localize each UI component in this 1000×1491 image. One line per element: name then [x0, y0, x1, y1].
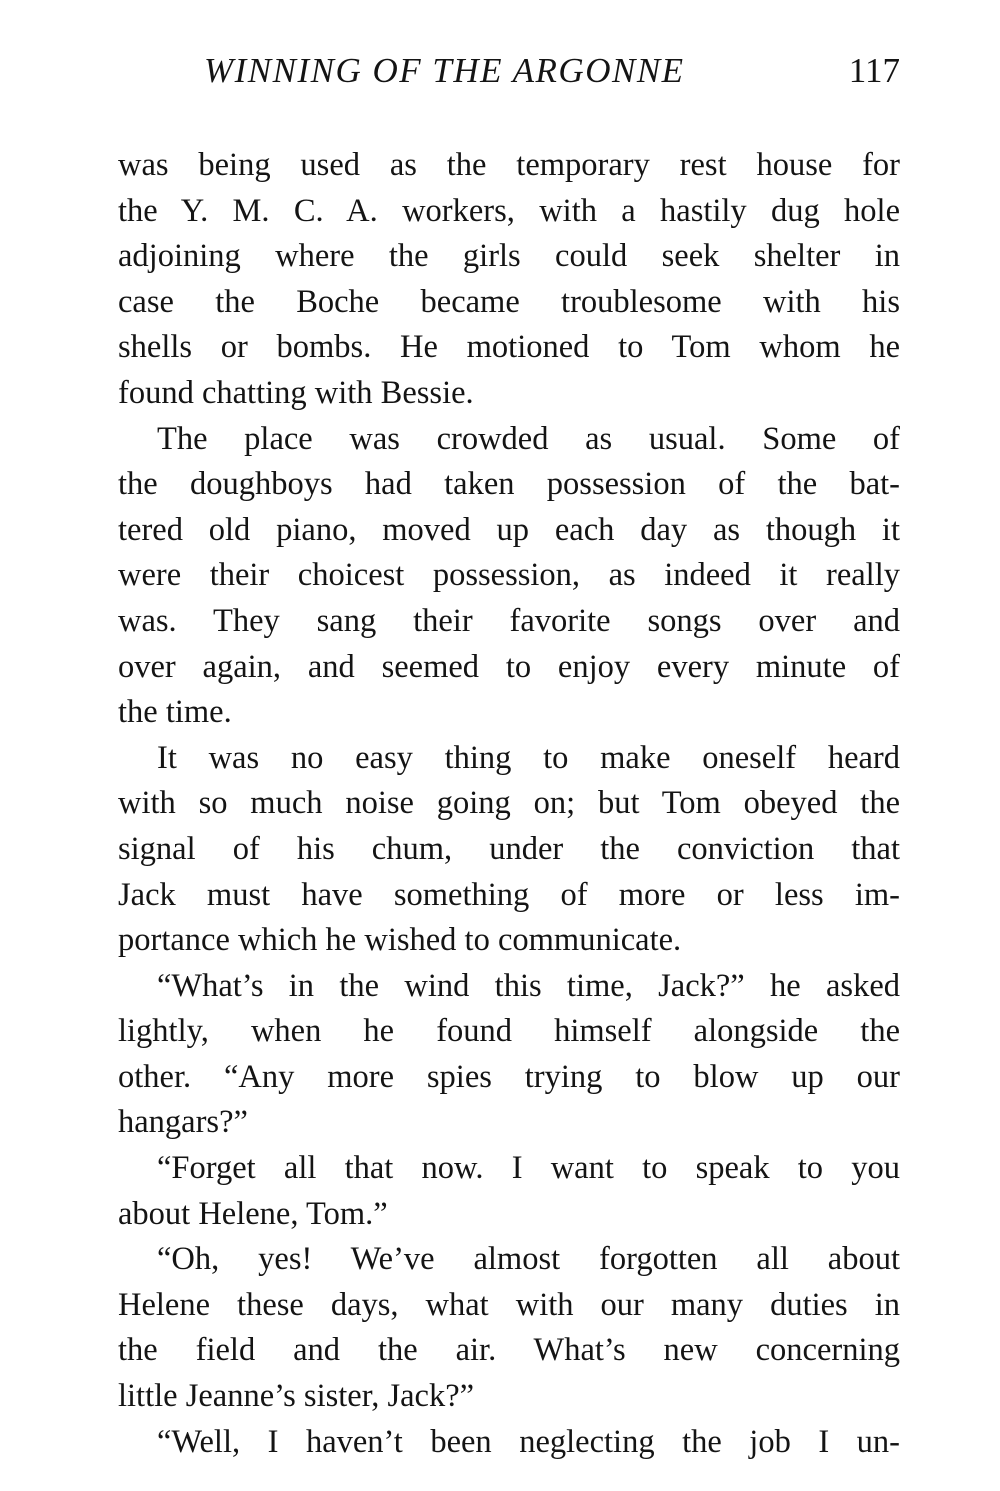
text-line: over again, and seemed to enjoy every minute of — [118, 648, 900, 685]
text-line: lightly, when he found himself alongside the — [118, 1013, 900, 1050]
running-head — [118, 46, 900, 96]
text-line: signal of his chum, under the conviction that — [118, 830, 900, 867]
text-line: “What’s in the wind this time, Jack?” he asked — [157, 967, 900, 1004]
text-line: “Well, I haven’t been neglecting the job I un- — [157, 1423, 900, 1460]
text-line: other. “Any more spies trying to blow up our — [118, 1058, 900, 1095]
text-line: with so much noise going on; but Tom obeyed the — [118, 785, 900, 822]
body-text — [118, 143, 900, 1465]
text-line: were their choicest possession, as indeed it really — [118, 557, 900, 594]
text-line: was. They sang their favorite songs over and — [118, 602, 900, 639]
text-line: the time. — [118, 694, 232, 731]
text-line: Jack must have something of more or less im- — [118, 876, 900, 913]
text-line: the doughboys had taken possession of the bat- — [118, 466, 900, 503]
text-line: The place was crowded as usual. Some of — [157, 420, 900, 457]
text-line: hangars?” — [118, 1104, 248, 1141]
text-line: “Oh, yes! We’ve almost forgotten all about — [157, 1241, 900, 1278]
page-number: 117 — [848, 51, 900, 90]
text-line: Helene these days, what with our many duties in — [118, 1286, 900, 1323]
text-line: portance which he wished to communicate. — [118, 922, 682, 959]
text-line: It was no easy thing to make oneself heard — [157, 739, 900, 776]
text-line: shells or bombs. He motioned to Tom whom he — [118, 329, 900, 366]
text-line: was being used as the temporary rest house for — [118, 147, 900, 183]
text-line: found chatting with Bessie. — [118, 374, 474, 411]
text-line: little Jeanne’s sister, Jack?” — [118, 1378, 475, 1415]
text-line: about Helene, Tom.” — [118, 1195, 388, 1232]
text-line: the Y. M. C. A. workers, with a hastily dug hole — [118, 192, 900, 229]
text-line: case the Boche became troublesome with his — [118, 283, 900, 320]
text-line: “Forget all that now. I want to speak to you — [157, 1150, 900, 1187]
text-line: adjoining where the girls could seek shelter in — [118, 238, 900, 275]
text-line: the field and the air. What’s new concerning — [118, 1332, 900, 1369]
text-line: tered old piano, moved up each day as though it — [118, 511, 900, 548]
running-title: WINNING OF THE ARGONNE — [204, 51, 685, 90]
